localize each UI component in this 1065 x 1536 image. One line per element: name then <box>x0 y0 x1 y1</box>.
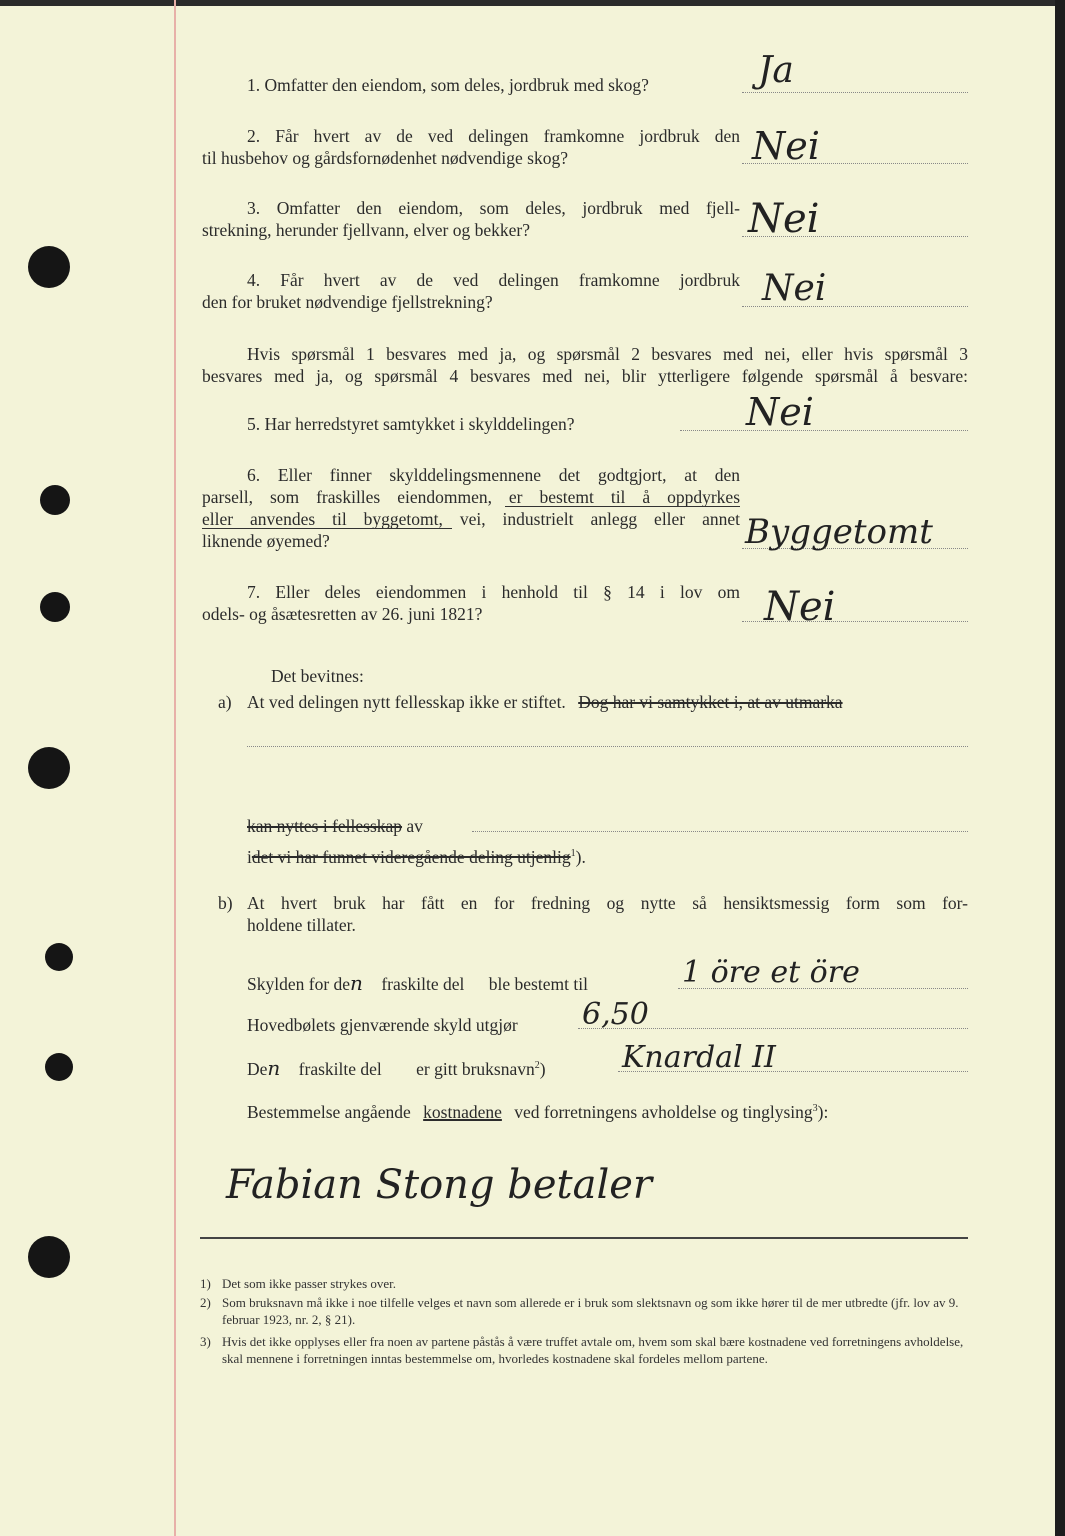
footnote-3-number: 3) <box>200 1334 211 1349</box>
question-1-answer: Ja <box>758 50 794 91</box>
bevitnes-a-line-1 <box>247 691 843 713</box>
footnote-2-number: 2) <box>200 1295 211 1310</box>
skyld-value: 1 öre et öre <box>682 955 860 990</box>
footnote-ref: 3 <box>812 1103 818 1114</box>
question-6-text-line-2: parsell, som fraskilles eiendommen, er bestemt til å oppdyrkes <box>202 487 740 507</box>
skyld-label-3: ble bestemt til <box>488 974 588 994</box>
blank-line <box>472 831 968 832</box>
margin-line <box>174 0 176 1536</box>
footnote-1 <box>200 1275 968 1292</box>
kost-label-1: Bestemmelse angående <box>247 1101 411 1122</box>
punch-hole <box>40 592 70 622</box>
question-4-text-line-2: den for bruket nødvendige fjellstrekning? <box>202 292 493 312</box>
kost-value: Fabian Stong betaler <box>226 1162 653 1208</box>
scan-top-edge <box>0 0 1065 6</box>
bevitnes-b-label: b) <box>218 893 233 913</box>
footnote-1-text: Det som ikke passer strykes over. <box>222 1276 397 1291</box>
punch-hole <box>45 943 73 971</box>
footnote-ref: 1 <box>570 848 576 859</box>
punch-hole <box>40 485 70 515</box>
question-3-text-line-1: 3. Omfatter den eiendom, som deles, jordbruk med fjell- <box>247 198 740 218</box>
footnote-2-text: Som bruksnavn må ikke i noe tilfelle velges et navn som allerede er i bruk som slektsnavn og som ikke hører til de mer utbredte (jfr. lov av 9. februar 1923, nr. 2, § 21). <box>222 1295 959 1327</box>
navn-label-hand: n <box>267 1055 281 1080</box>
hoved-value: 6,50 <box>582 997 649 1032</box>
handwritten-underline <box>505 506 740 507</box>
question-5-text: 5. Har herredstyret samtykket i skylddelingen? <box>247 414 575 434</box>
bevitnes-a-av: av <box>406 816 423 836</box>
footnote-divider <box>200 1237 968 1239</box>
bevitnes-a-line-2 <box>247 815 423 837</box>
question-4-text-line-1: 4. Får hvert av de ved delingen framkomne jordbruk <box>247 270 740 290</box>
question-2-answer: Nei <box>752 124 820 168</box>
punch-hole <box>45 1053 73 1081</box>
question-1-text: 1. Omfatter den eiendom, som deles, jordbruk med skog? <box>247 75 649 95</box>
question-4-answer: Nei <box>762 268 827 309</box>
question-3-text-line-2: strekning, herunder fjellvann, elver og bekker? <box>202 220 530 240</box>
question-7-answer: Nei <box>764 584 836 630</box>
navn-label-3: er gitt bruksnavn <box>416 1058 535 1079</box>
answer-line <box>680 430 968 431</box>
kost-label-end: ): <box>817 1101 829 1122</box>
bevitnes-a-label: a) <box>218 692 232 712</box>
blank-line <box>247 746 968 747</box>
footnote-3-text: Hvis det ikke opplyses eller fra noen av partene påstås å være truffet avtale om, hvem som skal bære kostnadene ved forretningens avholdelse, skal mennene i forretningen inntas bestemmelse om, hvorledes kostnadene skal fordeles mellom partene. <box>222 1334 964 1366</box>
kost-label-underlined: kostnadene <box>423 1101 502 1122</box>
footnote-1-number: 1) <box>200 1276 211 1291</box>
skyld-label-1: Skylden for de <box>247 974 351 994</box>
question-2-text-line-1: 2. Får hvert av de ved delingen framkomne jordbruk den <box>247 126 740 146</box>
footnote-ref: 2 <box>534 1060 540 1071</box>
punch-hole <box>28 246 70 288</box>
bevitnes-a-text: At ved delingen nytt fellesskap ikke er stiftet. <box>247 692 566 712</box>
question-3-answer: Nei <box>748 196 820 242</box>
bevitnes-b-line-2: holdene tillater. <box>247 915 356 935</box>
question-5-answer: Nei <box>746 390 814 434</box>
question-6-text-line-1: 6. Eller finner skylddelingsmennene det godtgjort, at den <box>247 465 740 485</box>
skyld-label-hand: n <box>350 971 363 995</box>
question-6-text-line-4: liknende øyemed? <box>202 531 330 551</box>
skyld-label-2: fraskilte del <box>381 974 465 994</box>
navn-label <box>247 1055 546 1080</box>
footnote-3 <box>200 1333 968 1367</box>
question-6-text-line-3: eller anvendes til byggetomt, vei, industrielt anlegg eller annet <box>202 509 740 529</box>
navn-label-1: De <box>247 1058 268 1079</box>
bevitnes-a-end: ). <box>575 846 586 867</box>
navn-label-end: ) <box>539 1058 546 1079</box>
footnote-2 <box>200 1294 968 1328</box>
scan-right-edge <box>1055 0 1065 1536</box>
navn-label-2: fraskilte del <box>298 1058 382 1079</box>
conditional-line-2: besvares med ja, og spørsmål 4 besvares med nei, blir ytterligere følgende spørsmål å besvare: <box>202 366 968 386</box>
conditional-line-1: Hvis spørsmål 1 besvares med ja, og spørsmål 2 besvares med nei, eller hvis spørsmål 3 <box>247 344 968 364</box>
punch-hole <box>28 747 70 789</box>
kost-label <box>247 1098 828 1123</box>
question-7-text-line-2: odels- og åsætesretten av 26. juni 1821? <box>202 604 483 624</box>
answer-line <box>742 92 968 93</box>
bevitnes-a-struck: Dog har vi samtykket i, at av utmarka <box>578 692 843 712</box>
punch-hole <box>28 1236 70 1278</box>
bevitnes-b-line-1: At hvert bruk har fått en for fredning og nytte så hensiktsmessig form som for- <box>247 893 968 913</box>
bevitnes-a-struck-3: det vi har funnet videregående deling utjenlig <box>251 846 571 867</box>
navn-value: Knardal II <box>622 1040 776 1075</box>
bevitnes-a-line-3 <box>247 843 586 868</box>
bevitnes-heading: Det bevitnes: <box>271 666 364 686</box>
bevitnes-a-i: i <box>247 846 252 867</box>
kost-label-2: ved forretningens avholdelse og tinglysing <box>514 1101 813 1122</box>
bevitnes-a-struck-2: kan nyttes i fellesskap <box>247 816 403 836</box>
skyld-label <box>247 972 588 995</box>
question-6-answer: Byggetomt <box>745 512 933 552</box>
question-2-text-line-2: til husbehov og gårdsfornødenhet nødvendige skog? <box>202 148 568 168</box>
handwritten-underline <box>202 528 452 529</box>
hoved-label: Hovedbølets gjenværende skyld utgjør <box>247 1015 518 1035</box>
question-7-text-line-1: 7. Eller deles eiendommen i henhold til § 14 i lov om <box>247 582 740 602</box>
